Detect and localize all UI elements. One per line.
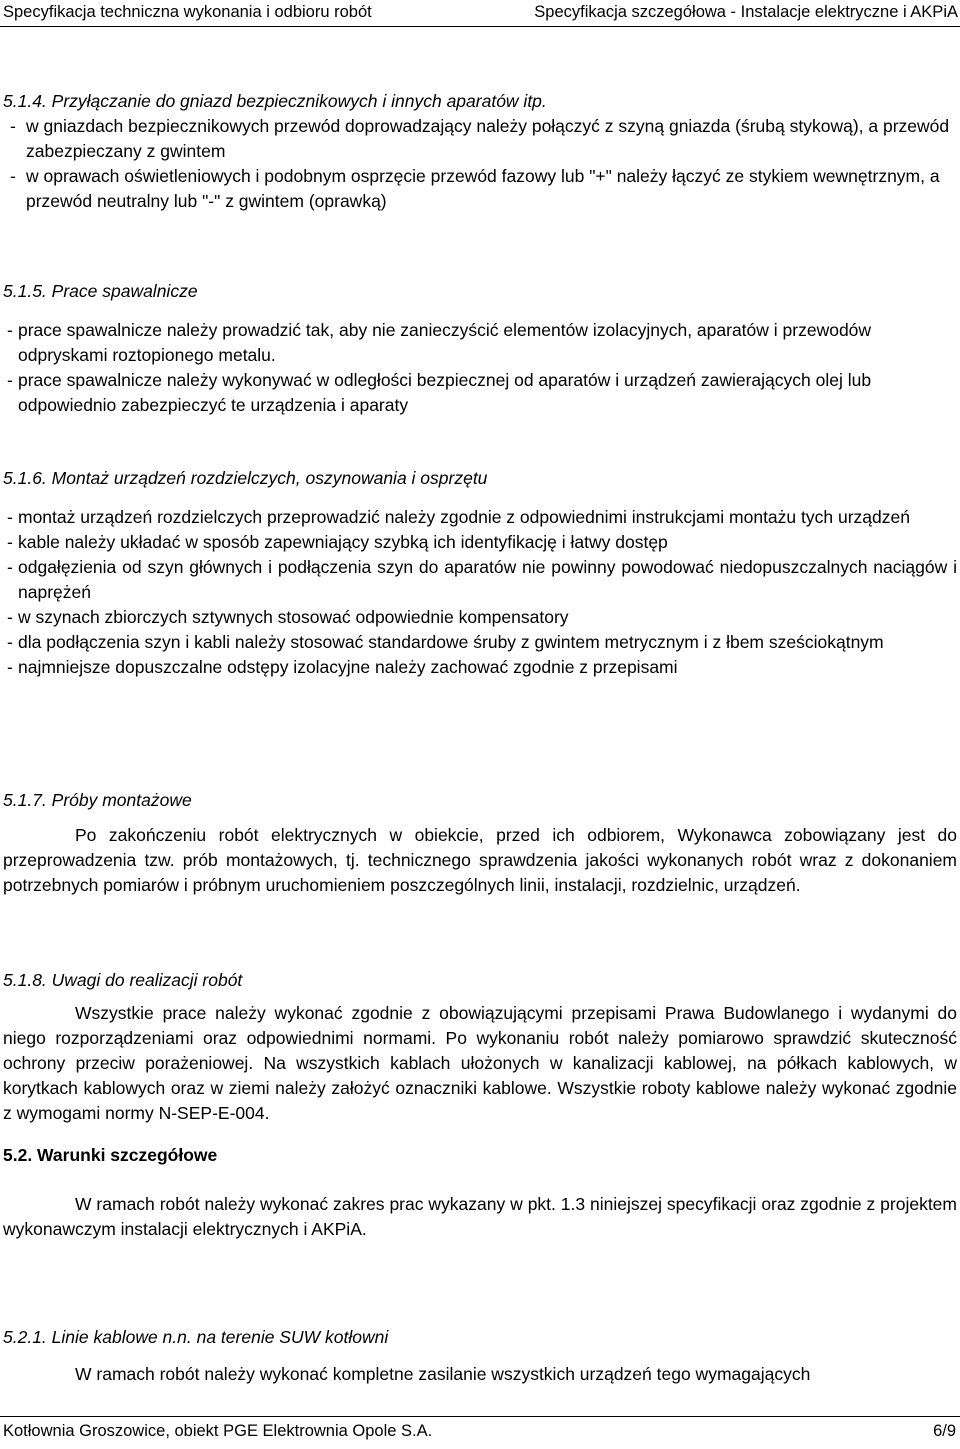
section-paragraph: W ramach robót należy wykonać kompletne zasilanie wszystkich urządzeń tego wymagających xyxy=(75,1364,811,1384)
section-paragraph: W ramach robót należy wykonać zakres prac wykazany w pkt. 1.3 niniejszej specyfikacji oraz zgodnie z projektem wykonawczym instalacji elektrycznych i AKPiA. xyxy=(3,1194,957,1239)
bullet-list xyxy=(3,114,957,214)
page-number: 6/9 xyxy=(933,1422,956,1440)
list-item-text: dla podłączenia szyn i kabli należy stosować standardowe śruby z gwintem metrycznym i z łbem sześciokątnym xyxy=(18,632,884,652)
list-item xyxy=(3,368,957,418)
list-item xyxy=(3,530,957,555)
section-5-1-6 xyxy=(3,466,957,680)
section-5-2-1 xyxy=(3,1325,957,1387)
list-item-text: odgałęzienia od szyn głównych i podłączenia szyn do aparatów nie powinny powodować niedopuszczalnych naciągów i naprężeń xyxy=(18,557,957,602)
bullet-dash: - xyxy=(7,370,13,390)
list-item xyxy=(3,505,957,530)
page-header xyxy=(0,0,960,27)
section-heading: 5.1.7. Próby montażowe xyxy=(3,790,192,810)
bullet-list xyxy=(3,318,957,418)
section-paragraph: Wszystkie prace należy wykonać zgodnie z obowiązującymi przepisami Prawa Budowlanego i wydanymi do niego rozporządzeniami oraz odpowiednimi normami. Po wykonaniu robót należy pomiarowo sprawdzić skuteczność ochrony przeciw porażeniowej. Na wszystkich kablach ułożonych w kanalizacji kablowej, na półkach kablowych, w korytkach kablowych oraz w ziemi należy założyć oznaczniki kablowe. Wszystkie roboty kablowe należy wykonać zgodnie z wymogami normy N-SEP-E-004. xyxy=(3,1003,957,1123)
bullet-dash: - xyxy=(7,607,13,627)
section-paragraph: Po zakończeniu robót elektrycznych w obiekcie, przed ich odbiorem, Wykonawca zobowiązany jest do przeprowadzenia tzw. prób montażowych, tj. technicznego sprawdzenia jakości wykonanych robót wraz z dokonaniem potrzebnych pomiarów i próbnym uruchomieniem poszczególnych linii, instalacji, rozdzielnic, urządzeń. xyxy=(3,825,957,895)
section-heading: 5.1.6. Montaż urządzeń rozdzielczych, oszynowania i osprzętu xyxy=(3,468,488,488)
header-right-text: Specyfikacja szczegółowa - Instalacje elektryczne i AKPiA xyxy=(534,3,958,21)
section-5-2 xyxy=(3,1143,957,1242)
bullet-list xyxy=(3,505,957,680)
section-heading: 5.2.1. Linie kablowe n.n. na terenie SUW kotłowni xyxy=(3,1327,389,1347)
section-5-1-4 xyxy=(3,89,957,214)
header-left-text: Specyfikacja techniczna wykonania i odbioru robót xyxy=(3,3,372,21)
footer-left-text: Kotłownia Groszowice, obiekt PGE Elektrownia Opole S.A. xyxy=(3,1422,433,1440)
bullet-dash: - xyxy=(7,657,13,677)
list-item xyxy=(10,114,957,164)
list-item-text: montaż urządzeń rozdzielczych przeprowadzić należy zgodnie z odpowiednimi instrukcjami montażu tych urządzeń xyxy=(18,507,910,527)
bullet-dash: - xyxy=(10,116,16,136)
list-item-text: prace spawalnicze należy prowadzić tak, aby nie zanieczyścić elementów izolacyjnych, aparatów i przewodów odpryskami roztopionego metalu. xyxy=(18,320,872,365)
section-5-1-5 xyxy=(3,279,957,418)
bullet-dash: - xyxy=(7,320,13,340)
list-item-text: najmniejsze dopuszczalne odstępy izolacyjne należy zachować zgodnie z przepisami xyxy=(18,657,678,677)
list-item-text: kable należy układać w sposób zapewniający szybką ich identyfikację i łatwy dostęp xyxy=(18,532,668,552)
list-item-text: w oprawach oświetleniowych i podobnym osprzęcie przewód fazowy lub "+" należy łączyć ze stykiem wewnętrznym, a przewód neutralny lub "-" z gwintem (oprawką) xyxy=(26,166,940,211)
list-item xyxy=(3,630,957,655)
section-heading: 5.1.5. Prace spawalnicze xyxy=(3,281,198,301)
section-heading: 5.1.8. Uwagi do realizacji robót xyxy=(3,970,243,990)
section-5-1-7 xyxy=(3,788,957,898)
bullet-dash: - xyxy=(7,632,13,652)
section-heading: 5.2. Warunki szczegółowe xyxy=(3,1145,218,1165)
bullet-dash: - xyxy=(7,507,13,527)
bullet-dash: - xyxy=(7,532,13,552)
section-heading: 5.1.4. Przyłączanie do gniazd bezpiecznikowych i innych aparatów itp. xyxy=(3,91,547,111)
list-item xyxy=(10,164,957,214)
list-item-text: prace spawalnicze należy wykonywać w odległości bezpiecznej od aparatów i urządzeń zawierających olej lub odpowiednio zabezpieczyć te urządzenia i aparaty xyxy=(18,370,872,415)
list-item xyxy=(3,555,957,605)
list-item-text: w szynach zbiorczych sztywnych stosować odpowiednie kompensatory xyxy=(18,607,569,627)
bullet-dash: - xyxy=(7,557,13,577)
bullet-dash: - xyxy=(10,166,16,186)
list-item xyxy=(3,655,957,680)
page-footer xyxy=(0,1416,960,1449)
section-5-1-8 xyxy=(3,968,957,1126)
list-item xyxy=(3,318,957,368)
list-item-text: w gniazdach bezpiecznikowych przewód doprowadzający należy połączyć z szyną gniazda (śrubą stykową), a przewód zabezpieczany z gwintem xyxy=(26,116,950,161)
list-item xyxy=(3,605,957,630)
